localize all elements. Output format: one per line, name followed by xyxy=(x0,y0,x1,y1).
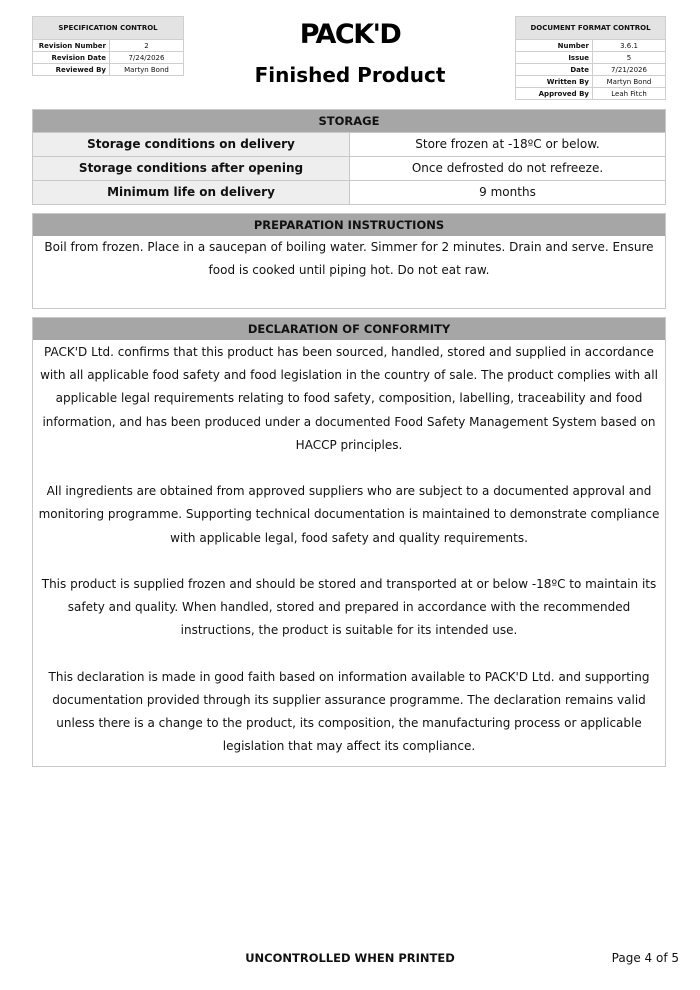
storage-delivery-label: Storage conditions on delivery xyxy=(33,133,350,156)
declaration-paragraph: This product is supplied frozen and should be stored and transported at or below -18ºC to maintain its safety and quality. When handled, stored and prepared in accordance with the recommended instructions, the product is suitable for its intended use. xyxy=(41,577,657,638)
preparation-heading: PREPARATION INSTRUCTIONS xyxy=(33,214,665,236)
issue-value: 5 xyxy=(593,52,666,64)
document-format-control-title: DOCUMENT FORMAT CONTROL xyxy=(516,17,666,40)
document-format-control-table xyxy=(515,16,666,100)
storage-after-opening-label: Storage conditions after opening xyxy=(33,157,350,180)
date-label: Date xyxy=(516,64,593,76)
date-value: 7/21/2026 xyxy=(593,64,666,76)
approved-by-value: Leah Fitch xyxy=(593,88,666,100)
declaration-paragraph: All ingredients are obtained from approved suppliers who are subject to a documented approval and monitoring programme. Supporting technical documentation is maintained to demonstrate compliance with applicable legal, food safety and quality requirements. xyxy=(38,484,660,545)
table-row xyxy=(33,52,184,64)
doc-number-label: Number xyxy=(516,40,593,52)
minimum-life-value: 9 months xyxy=(479,185,536,199)
storage-section xyxy=(32,109,666,205)
revision-number-value: 2 xyxy=(110,40,184,52)
approved-by-label: Approved By xyxy=(516,88,593,100)
storage-heading: STORAGE xyxy=(33,110,665,132)
table-row xyxy=(33,156,665,180)
revision-date-label: Revision Date xyxy=(33,52,110,64)
table-row xyxy=(516,88,666,100)
preparation-section xyxy=(32,213,666,309)
issue-label: Issue xyxy=(516,52,593,64)
specification-control-title: SPECIFICATION CONTROL xyxy=(33,17,184,40)
page-number: Page 4 of 5 xyxy=(611,951,679,965)
brand-logo: PACK'D xyxy=(299,19,401,50)
written-by-value: Martyn Bond xyxy=(593,76,666,88)
storage-delivery-value: Store frozen at -18ºC or below. xyxy=(415,137,600,151)
written-by-label: Written By xyxy=(516,76,593,88)
declaration-section xyxy=(32,317,666,767)
table-row xyxy=(33,180,665,204)
reviewed-by-label: Reviewed By xyxy=(33,64,110,76)
table-row xyxy=(516,64,666,76)
reviewed-by-value: Martyn Bond xyxy=(110,64,184,76)
declaration-heading: DECLARATION OF CONFORMITY xyxy=(33,318,665,340)
table-row xyxy=(33,132,665,156)
table-row xyxy=(516,76,666,88)
declaration-paragraph: PACK'D Ltd. confirms that this product has been sourced, handled, stored and supplied in accordance with all applicable food safety and food legislation in the country of sale. The product complies with all applicable legal requirements relating to food safety, composition, labelling, traceability and food information, and has been produced under a documented Food Safety Management System based on HACCP principles. xyxy=(40,345,658,452)
preparation-text: Boil from frozen. Place in a saucepan of boiling water. Simmer for 2 minutes. Drain and serve. Ensure food is cooked until piping hot. Do not eat raw. xyxy=(44,240,654,278)
declaration-paragraph: This declaration is made in good faith based on information available to PACK'D Ltd. and supporting documentation provided through its supplier assurance programme. The declaration remains valid unless there is a change to the product, its composition, the manufacturing process or applicable legislation that may affect its compliance. xyxy=(48,669,650,754)
declaration-body xyxy=(33,340,665,759)
doc-number-value: 3.6.1 xyxy=(593,40,666,52)
revision-number-label: Revision Number xyxy=(33,40,110,52)
storage-after-opening-value: Once defrosted do not refreeze. xyxy=(411,161,604,175)
revision-date-value: 7/24/2026 xyxy=(110,52,184,64)
table-row xyxy=(516,52,666,64)
page-title: Finished Product xyxy=(254,63,446,87)
uncontrolled-notice: UNCONTROLLED WHEN PRINTED xyxy=(245,951,455,965)
table-row xyxy=(516,40,666,52)
minimum-life-label: Minimum life on delivery xyxy=(33,181,350,204)
